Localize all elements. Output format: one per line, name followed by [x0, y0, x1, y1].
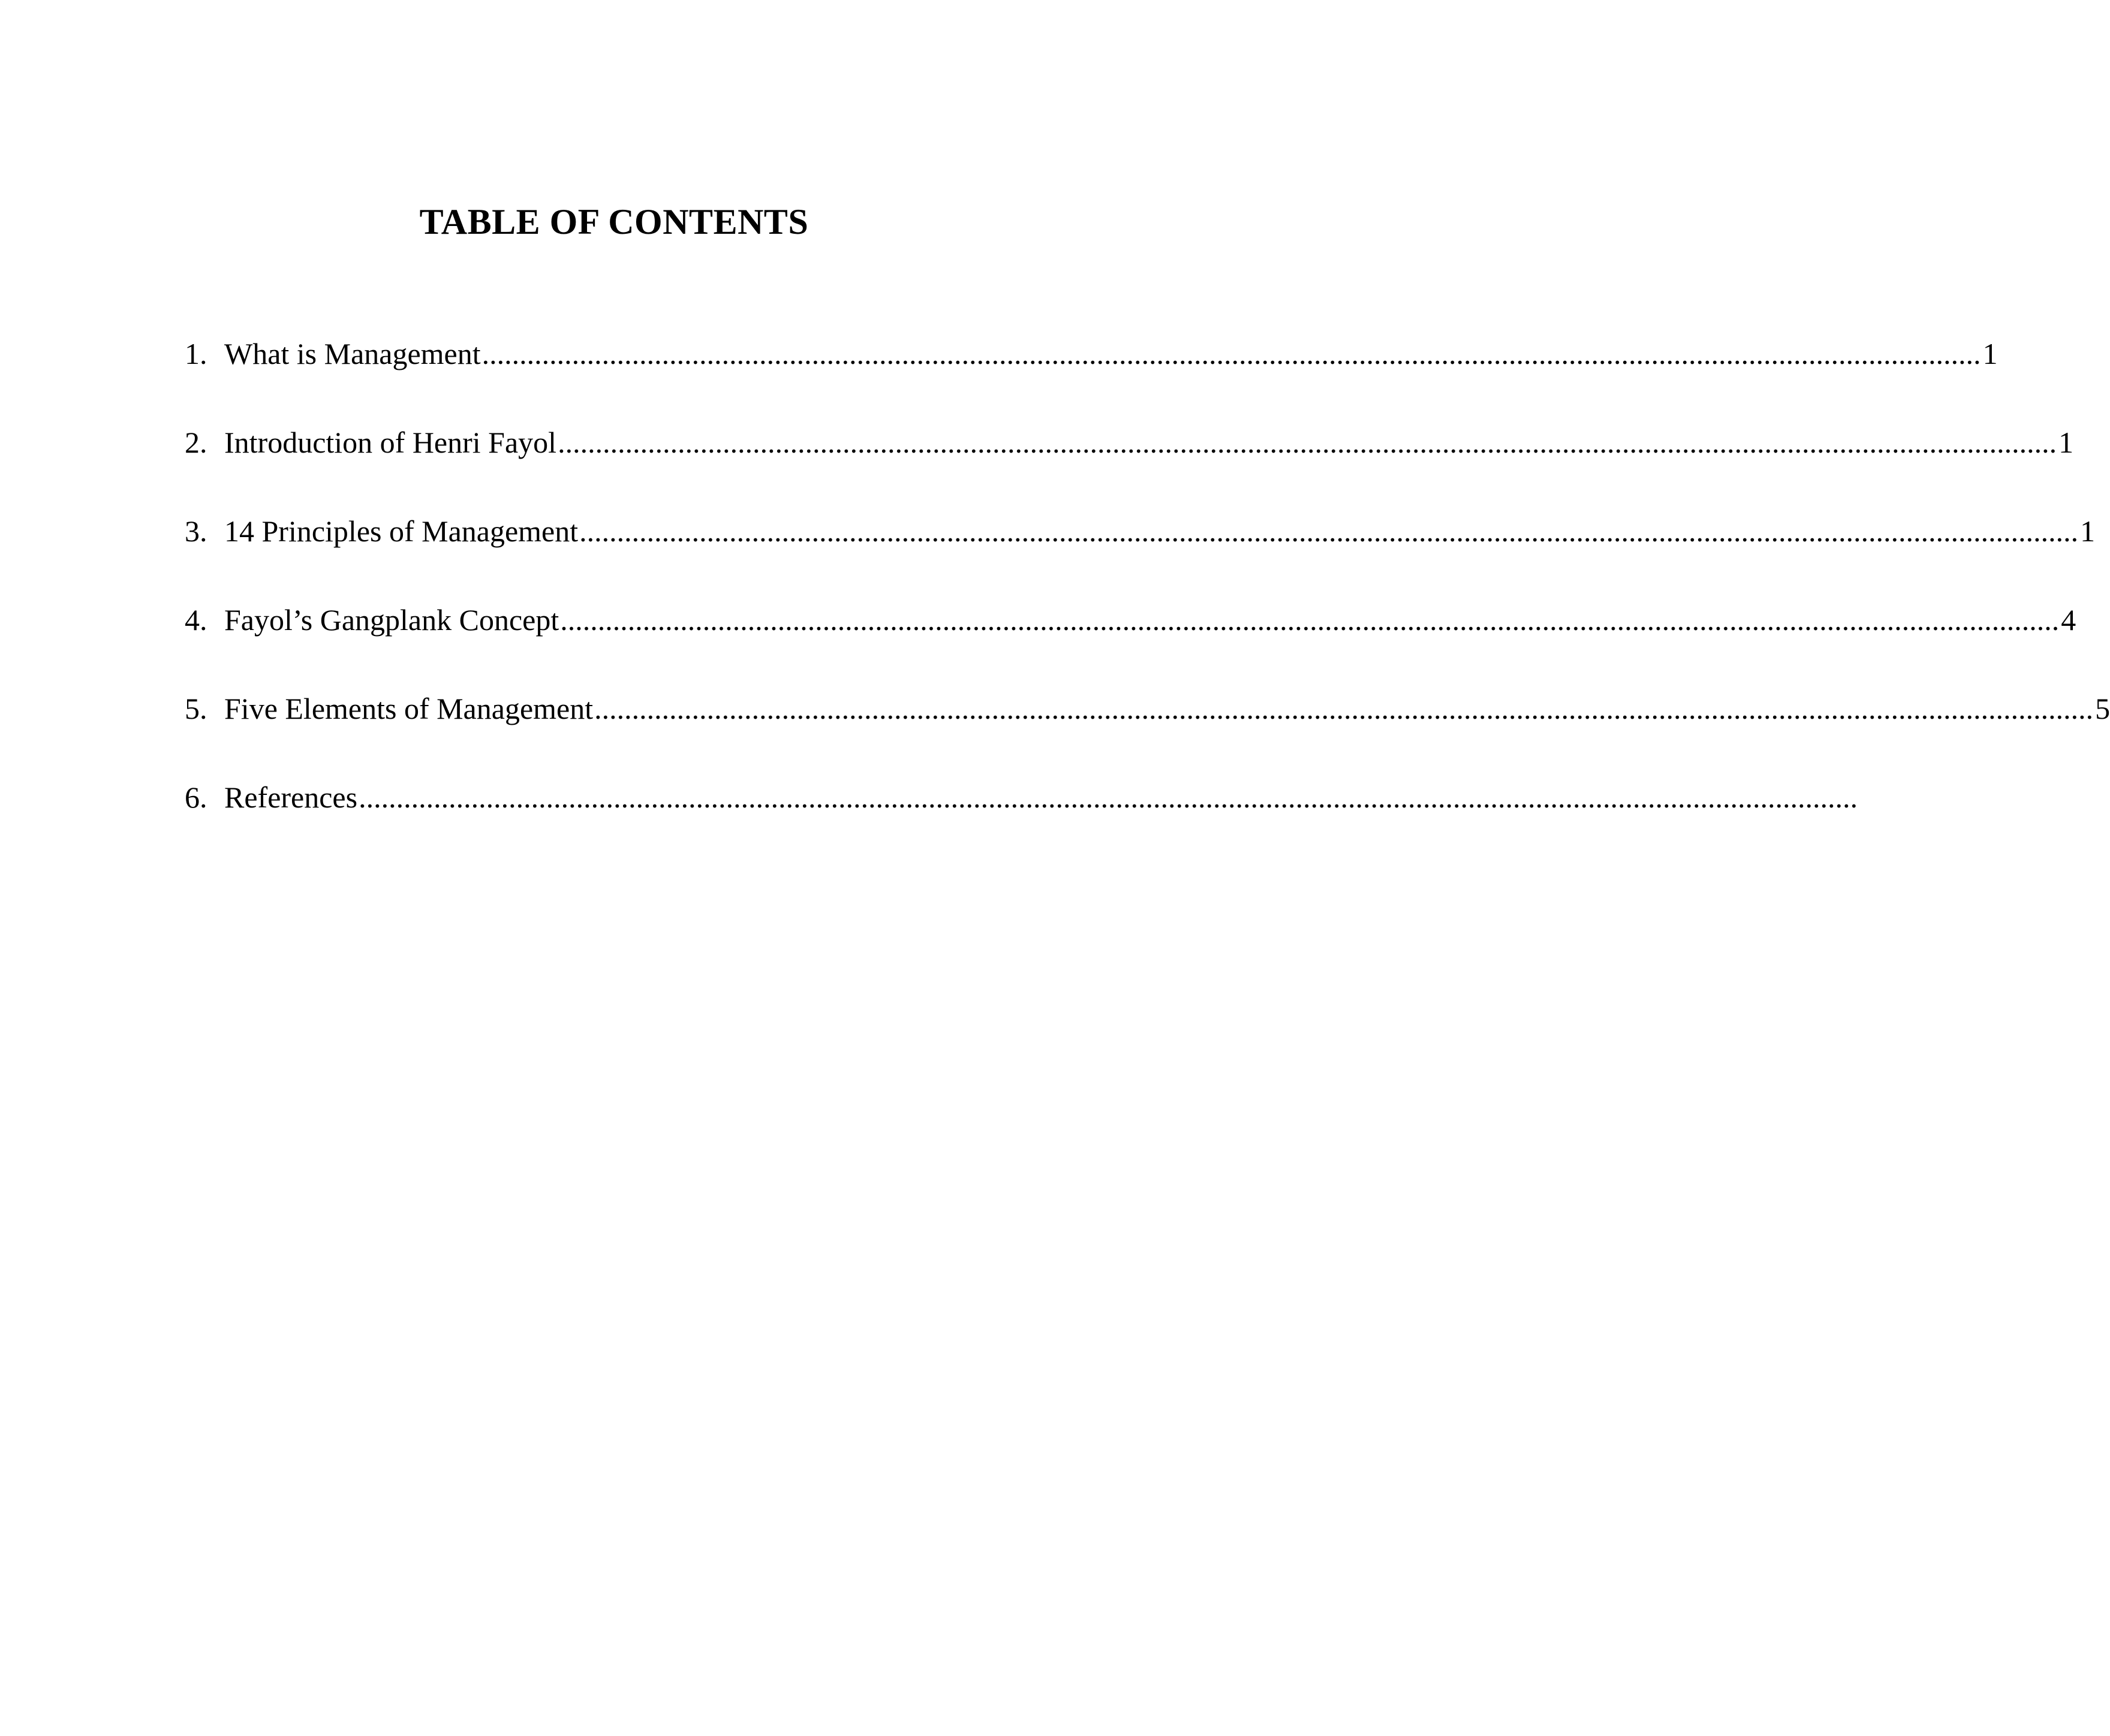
toc-entry-label: Fayol’s Gangplank Concept — [224, 603, 559, 637]
toc-entry-number: 3. — [185, 514, 207, 548]
toc-entry[interactable] — [185, 327, 1998, 415]
toc-entry-page: 5 — [2095, 692, 2110, 725]
toc-entry-page: 1 — [1982, 337, 1998, 370]
toc-entry-number: 2. — [185, 426, 207, 459]
dot-leader: ........................................................................................................................................................................................................ — [359, 780, 1858, 814]
toc-entry-label: 14 Principles of Management — [224, 514, 579, 548]
toc-entry[interactable] — [185, 770, 1858, 859]
toc-entry-label: Five Elements of Management — [224, 692, 594, 725]
dot-leader: ........................................................................................................................................................................................................ — [579, 514, 2079, 548]
dot-leader: ........................................................................................................................................................................................................ — [558, 426, 2057, 459]
toc-entry-number: 4. — [185, 603, 207, 637]
dot-leader: ........................................................................................................................................................................................................ — [481, 337, 1981, 370]
page-title: TABLE OF CONTENTS — [419, 202, 809, 242]
toc-entry[interactable] — [185, 682, 2110, 770]
toc-entry-label: What is Management — [224, 337, 481, 370]
toc-entry[interactable] — [185, 504, 2096, 593]
toc-entry[interactable] — [185, 415, 2074, 504]
toc-entry-number: 1. — [185, 337, 207, 370]
toc-entry-page: 1 — [2058, 426, 2074, 459]
toc-entry-label: Introduction of Henri Fayol — [224, 426, 557, 459]
toc-entry[interactable] — [185, 593, 2076, 682]
toc-entry-number: 6. — [185, 780, 207, 814]
toc-entry-page: 4 — [2061, 603, 2076, 637]
toc-entry-label: References — [224, 780, 358, 814]
toc-list — [185, 327, 2110, 859]
dot-leader: ........................................................................................................................................................................................................ — [560, 603, 2060, 637]
toc-entry-page: 1 — [2080, 514, 2096, 548]
toc-entry-number: 5. — [185, 692, 207, 725]
dot-leader: ........................................................................................................................................................................................................ — [594, 692, 2094, 725]
